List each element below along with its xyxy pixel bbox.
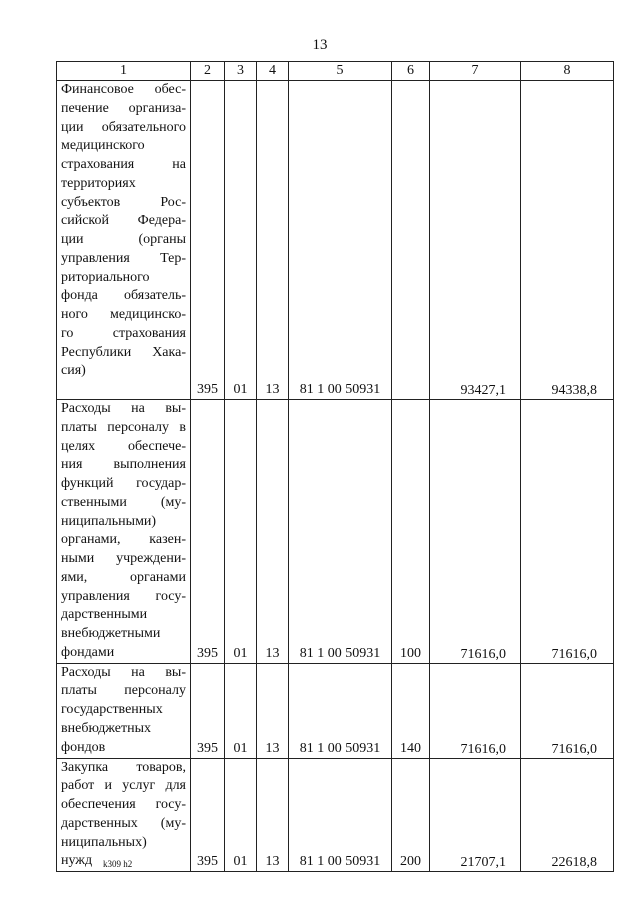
header-col-4: 4 bbox=[257, 62, 289, 81]
description-line: печение организа- bbox=[61, 100, 186, 116]
cell-amount-7: 71616,0 bbox=[430, 663, 521, 758]
cell-target-item: 81 1 00 50931 bbox=[289, 663, 392, 758]
description-line: ции обязательного bbox=[61, 119, 186, 135]
description-line: платы персоналу bbox=[61, 683, 186, 699]
description-line: ниципальными) bbox=[61, 513, 157, 529]
row-description-text bbox=[61, 759, 186, 872]
row-description-text bbox=[61, 664, 186, 758]
row-description bbox=[57, 81, 191, 400]
description-line: Расходы на вы- bbox=[61, 664, 186, 680]
cell-expense-type: 100 bbox=[392, 400, 430, 664]
cell-subsection: 13 bbox=[257, 758, 289, 872]
header-col-3: 3 bbox=[225, 62, 257, 81]
description-line: ниципальных) bbox=[61, 834, 147, 850]
cell-section: 01 bbox=[225, 81, 257, 400]
table-row bbox=[57, 400, 614, 664]
description-line: ции (органы bbox=[61, 232, 186, 247]
cell-amount-8: 71616,0 bbox=[521, 400, 614, 664]
footer-code: k309 h2 bbox=[103, 859, 133, 869]
description-line: территориях bbox=[61, 175, 136, 191]
cell-target-item: 81 1 00 50931 bbox=[289, 758, 392, 872]
description-line: ными учреждени- bbox=[61, 551, 186, 566]
table-row bbox=[57, 663, 614, 758]
description-line: работ и услуг для bbox=[61, 778, 186, 794]
description-line: Расходы на вы- bbox=[61, 401, 186, 416]
cell-expense-type bbox=[392, 81, 430, 400]
header-col-6: 6 bbox=[392, 62, 430, 81]
cell-subsection: 13 bbox=[257, 663, 289, 758]
cell-amount-7: 21707,1 bbox=[430, 758, 521, 872]
description-line: дарственными bbox=[61, 607, 148, 623]
description-line: медицинского bbox=[61, 138, 145, 154]
cell-amount-8: 71616,0 bbox=[521, 663, 614, 758]
cell-section: 01 bbox=[225, 663, 257, 758]
description-line: управления госу- bbox=[61, 588, 186, 604]
cell-section: 01 bbox=[225, 400, 257, 664]
cell-amount-7: 93427,1 bbox=[430, 81, 521, 400]
description-line: фондами bbox=[61, 644, 115, 660]
cell-target-item: 81 1 00 50931 bbox=[289, 81, 392, 400]
cell-amount-7: 71616,0 bbox=[430, 400, 521, 664]
description-line: риториального bbox=[61, 269, 150, 285]
row-description bbox=[57, 663, 191, 758]
cell-expense-type: 140 bbox=[392, 663, 430, 758]
description-line: ями, органами bbox=[61, 569, 186, 585]
row-description bbox=[57, 400, 191, 664]
description-line: обеспечения госу- bbox=[61, 797, 186, 812]
description-line: государственных bbox=[61, 702, 163, 717]
cell-ministry: 395 bbox=[191, 81, 225, 400]
cell-subsection: 13 bbox=[257, 400, 289, 664]
cell-subsection: 13 bbox=[257, 81, 289, 400]
description-line: Республики Хака- bbox=[61, 344, 186, 360]
description-line: органами, казен- bbox=[61, 532, 186, 548]
description-line: нужд bbox=[61, 853, 93, 869]
budget-table bbox=[56, 61, 614, 872]
description-line: Закупка товаров, bbox=[61, 759, 186, 775]
description-line: страхования на bbox=[61, 157, 186, 172]
description-line: управления Тер- bbox=[61, 250, 186, 266]
cell-amount-8: 22618,8 bbox=[521, 758, 614, 872]
row-description-text bbox=[61, 400, 186, 663]
description-line: платы персоналу в bbox=[61, 419, 186, 435]
description-line: фонда обязатель- bbox=[61, 288, 186, 304]
header-col-2: 2 bbox=[191, 62, 225, 81]
header-col-1: 1 bbox=[57, 62, 191, 81]
row-description bbox=[57, 758, 191, 872]
row-description-text bbox=[61, 81, 186, 381]
cell-target-item: 81 1 00 50931 bbox=[289, 400, 392, 664]
table-row bbox=[57, 81, 614, 400]
description-line: го страхования bbox=[61, 325, 186, 341]
description-line: внебюджетными bbox=[61, 626, 161, 641]
description-line: дарственных (му- bbox=[61, 815, 186, 831]
description-line: Финансовое обес- bbox=[61, 82, 186, 97]
header-row bbox=[57, 62, 614, 81]
description-line: ственными (му- bbox=[61, 494, 186, 510]
table-row bbox=[57, 758, 614, 872]
description-line: субъектов Рос- bbox=[61, 194, 186, 210]
cell-ministry: 395 bbox=[191, 663, 225, 758]
description-line: сия) bbox=[61, 363, 86, 379]
header-col-7: 7 bbox=[430, 62, 521, 81]
cell-section: 01 bbox=[225, 758, 257, 872]
description-line: целях обеспече- bbox=[61, 438, 186, 454]
description-line: внебюджетных bbox=[61, 720, 152, 736]
cell-ministry: 395 bbox=[191, 400, 225, 664]
cell-expense-type: 200 bbox=[392, 758, 430, 872]
page-number: 13 bbox=[312, 37, 328, 53]
description-line: сийской Федера- bbox=[61, 213, 186, 229]
description-line: ного медицинско- bbox=[61, 307, 186, 322]
cell-amount-8: 94338,8 bbox=[521, 81, 614, 400]
header-col-5: 5 bbox=[289, 62, 392, 81]
header-col-8: 8 bbox=[521, 62, 614, 81]
description-line: фондов bbox=[61, 739, 106, 755]
description-line: ния выполнения bbox=[61, 457, 186, 473]
cell-ministry: 395 bbox=[191, 758, 225, 872]
description-line: функций государ- bbox=[61, 476, 186, 491]
